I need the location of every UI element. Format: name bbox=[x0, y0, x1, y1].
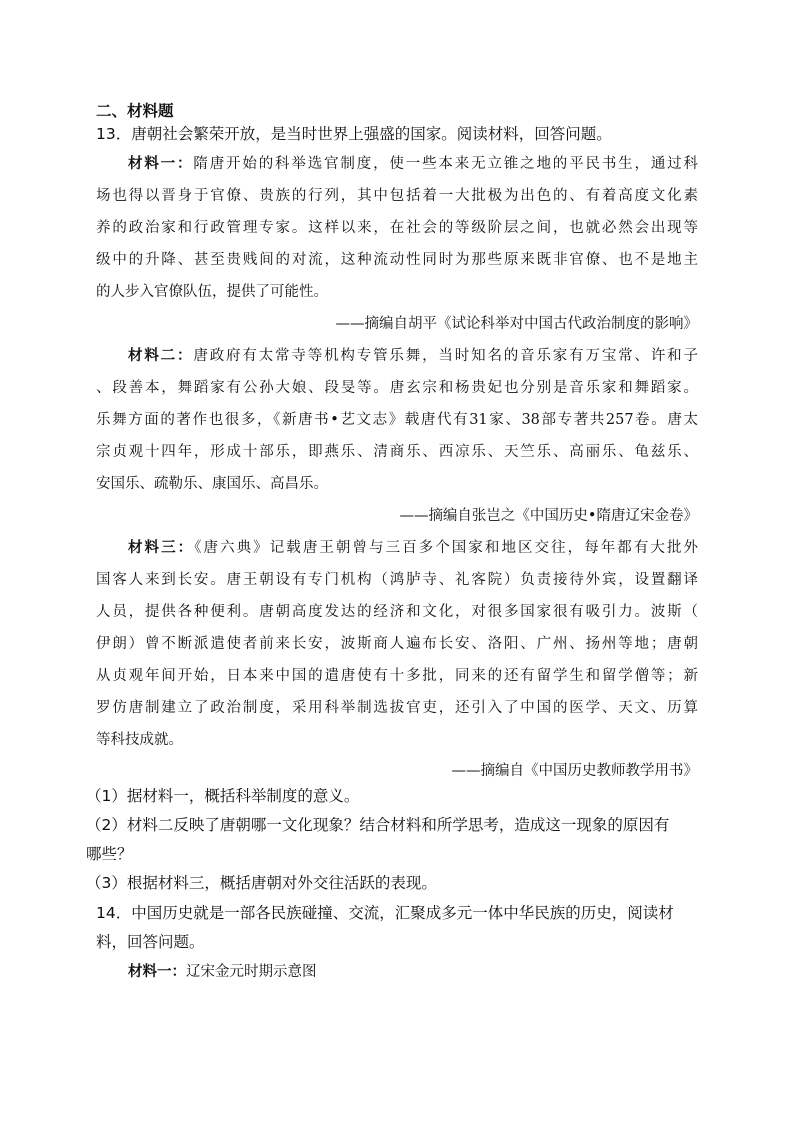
material-3-line-5: 从贞观年间开始，日本来中国的遣唐使有十多批，同来的还有留学生和留学僧等；新 bbox=[96, 668, 698, 684]
material-1-source: ——摘编自胡平《试论科举对中国古代政治制度的影响》 bbox=[335, 316, 698, 332]
question-14-material-1: 材料一：辽宋金元时期示意图 bbox=[128, 963, 317, 980]
question-13-stem: 13．唐朝社会繁荣开放，是当时世界上强盛的国家。阅读材料，回答问题。 bbox=[96, 125, 612, 143]
material-3-line-3: 人员，提供各种便利。唐朝高度发达的经济和文化，对很多国家很有吸引力。波斯（ bbox=[96, 604, 698, 620]
section-title: 二、材料题 bbox=[96, 102, 174, 120]
material-2-line-4: 宗贞观十四年，形成十部乐，即燕乐、清商乐、西凉乐、天竺乐、高丽乐、龟兹乐、 bbox=[96, 444, 698, 460]
question-13-part-1: （1）据材料一，概括科举制度的意义。 bbox=[86, 787, 360, 805]
material-2-line-2: 、段善本，舞蹈家有公孙大娘、段旻等。唐玄宗和杨贵妃也分别是音乐家和舞蹈家。 bbox=[96, 380, 698, 396]
material-2-source: ——摘编自张岂之《中国历史•隋唐辽宋金卷》 bbox=[399, 508, 698, 524]
question-14-stem-line-2: 料，回答问题。 bbox=[96, 933, 205, 951]
material-1-line-5: 的人步入官僚队伍，提供了可能性。 bbox=[96, 284, 328, 300]
question-13-part-2-cont: 哪些？ bbox=[86, 845, 133, 863]
material-2-line-1: 材料二：唐政府有太常寺等机构专管乐舞，当时知名的音乐家有万宝常、许和子 bbox=[128, 347, 698, 364]
q14-material-1-label: 材料一： bbox=[128, 963, 186, 980]
material-3-line-1: 材料三：《唐六典》记载唐王朝曾与三百多个国家和地区交往，每年都有大批外 bbox=[128, 539, 698, 556]
question-13-part-2: （2）材料二反映了唐朝哪一文化现象？结合材料和所学思考，造成这一现象的原因有 bbox=[86, 816, 670, 834]
material-3-line-2: 国客人来到长安。唐王朝设有专门机构（鸿胪寺、礼客院）负责接待外宾，设置翻译 bbox=[96, 572, 698, 588]
material-3-line-4: 伊朗）曾不断派遣使者前来长安，波斯商人遍布长安、洛阳、广州、扬州等地；唐朝 bbox=[96, 636, 698, 652]
material-2-label: 材料二： bbox=[128, 347, 194, 364]
material-3-label: 材料三： bbox=[128, 539, 195, 556]
material-1-line-1: 材料一：隋唐开始的科举选官制度，使一些本来无立锥之地的平民书生，通过科 bbox=[128, 155, 698, 172]
material-2-line-3: 乐舞方面的著作也很多，《新唐书•艺文志》载唐代有31家、38部专著共257卷。唐太 bbox=[96, 412, 698, 428]
material-1-label: 材料一： bbox=[128, 155, 194, 172]
material-3-line-6: 罗仿唐制建立了政治制度，采用科举制选拔官吏，还引入了中国的医学、天文、历算 bbox=[96, 700, 698, 716]
question-14-stem-line-1: 14．中国历史就是一部各民族碰撞、交流，汇聚成多元一体中华民族的历史，阅读材 bbox=[96, 904, 674, 922]
material-3-line-7: 等科技成就。 bbox=[96, 732, 183, 748]
material-1-line-2: 场也得以晋身于官僚、贵族的行列，其中包括着一大批极为出色的、有着高度文化素 bbox=[96, 188, 698, 204]
question-13-part-3: （3）根据材料三，概括唐朝对外交往活跃的表现。 bbox=[86, 874, 437, 892]
material-1-line-3: 养的政治家和行政管理专家。这样以来，在社会的等级阶层之间，也就必然会出现等 bbox=[96, 220, 698, 236]
material-2-line-5: 安国乐、疏勒乐、康国乐、高昌乐。 bbox=[96, 476, 328, 492]
material-1-line-4: 级中的升降、甚至贵贱间的对流，这种流动性同时为那些原来既非官僚、也不是地主 bbox=[96, 252, 698, 268]
material-3-source: ——摘编自《中国历史教师教学用书》 bbox=[451, 763, 698, 779]
